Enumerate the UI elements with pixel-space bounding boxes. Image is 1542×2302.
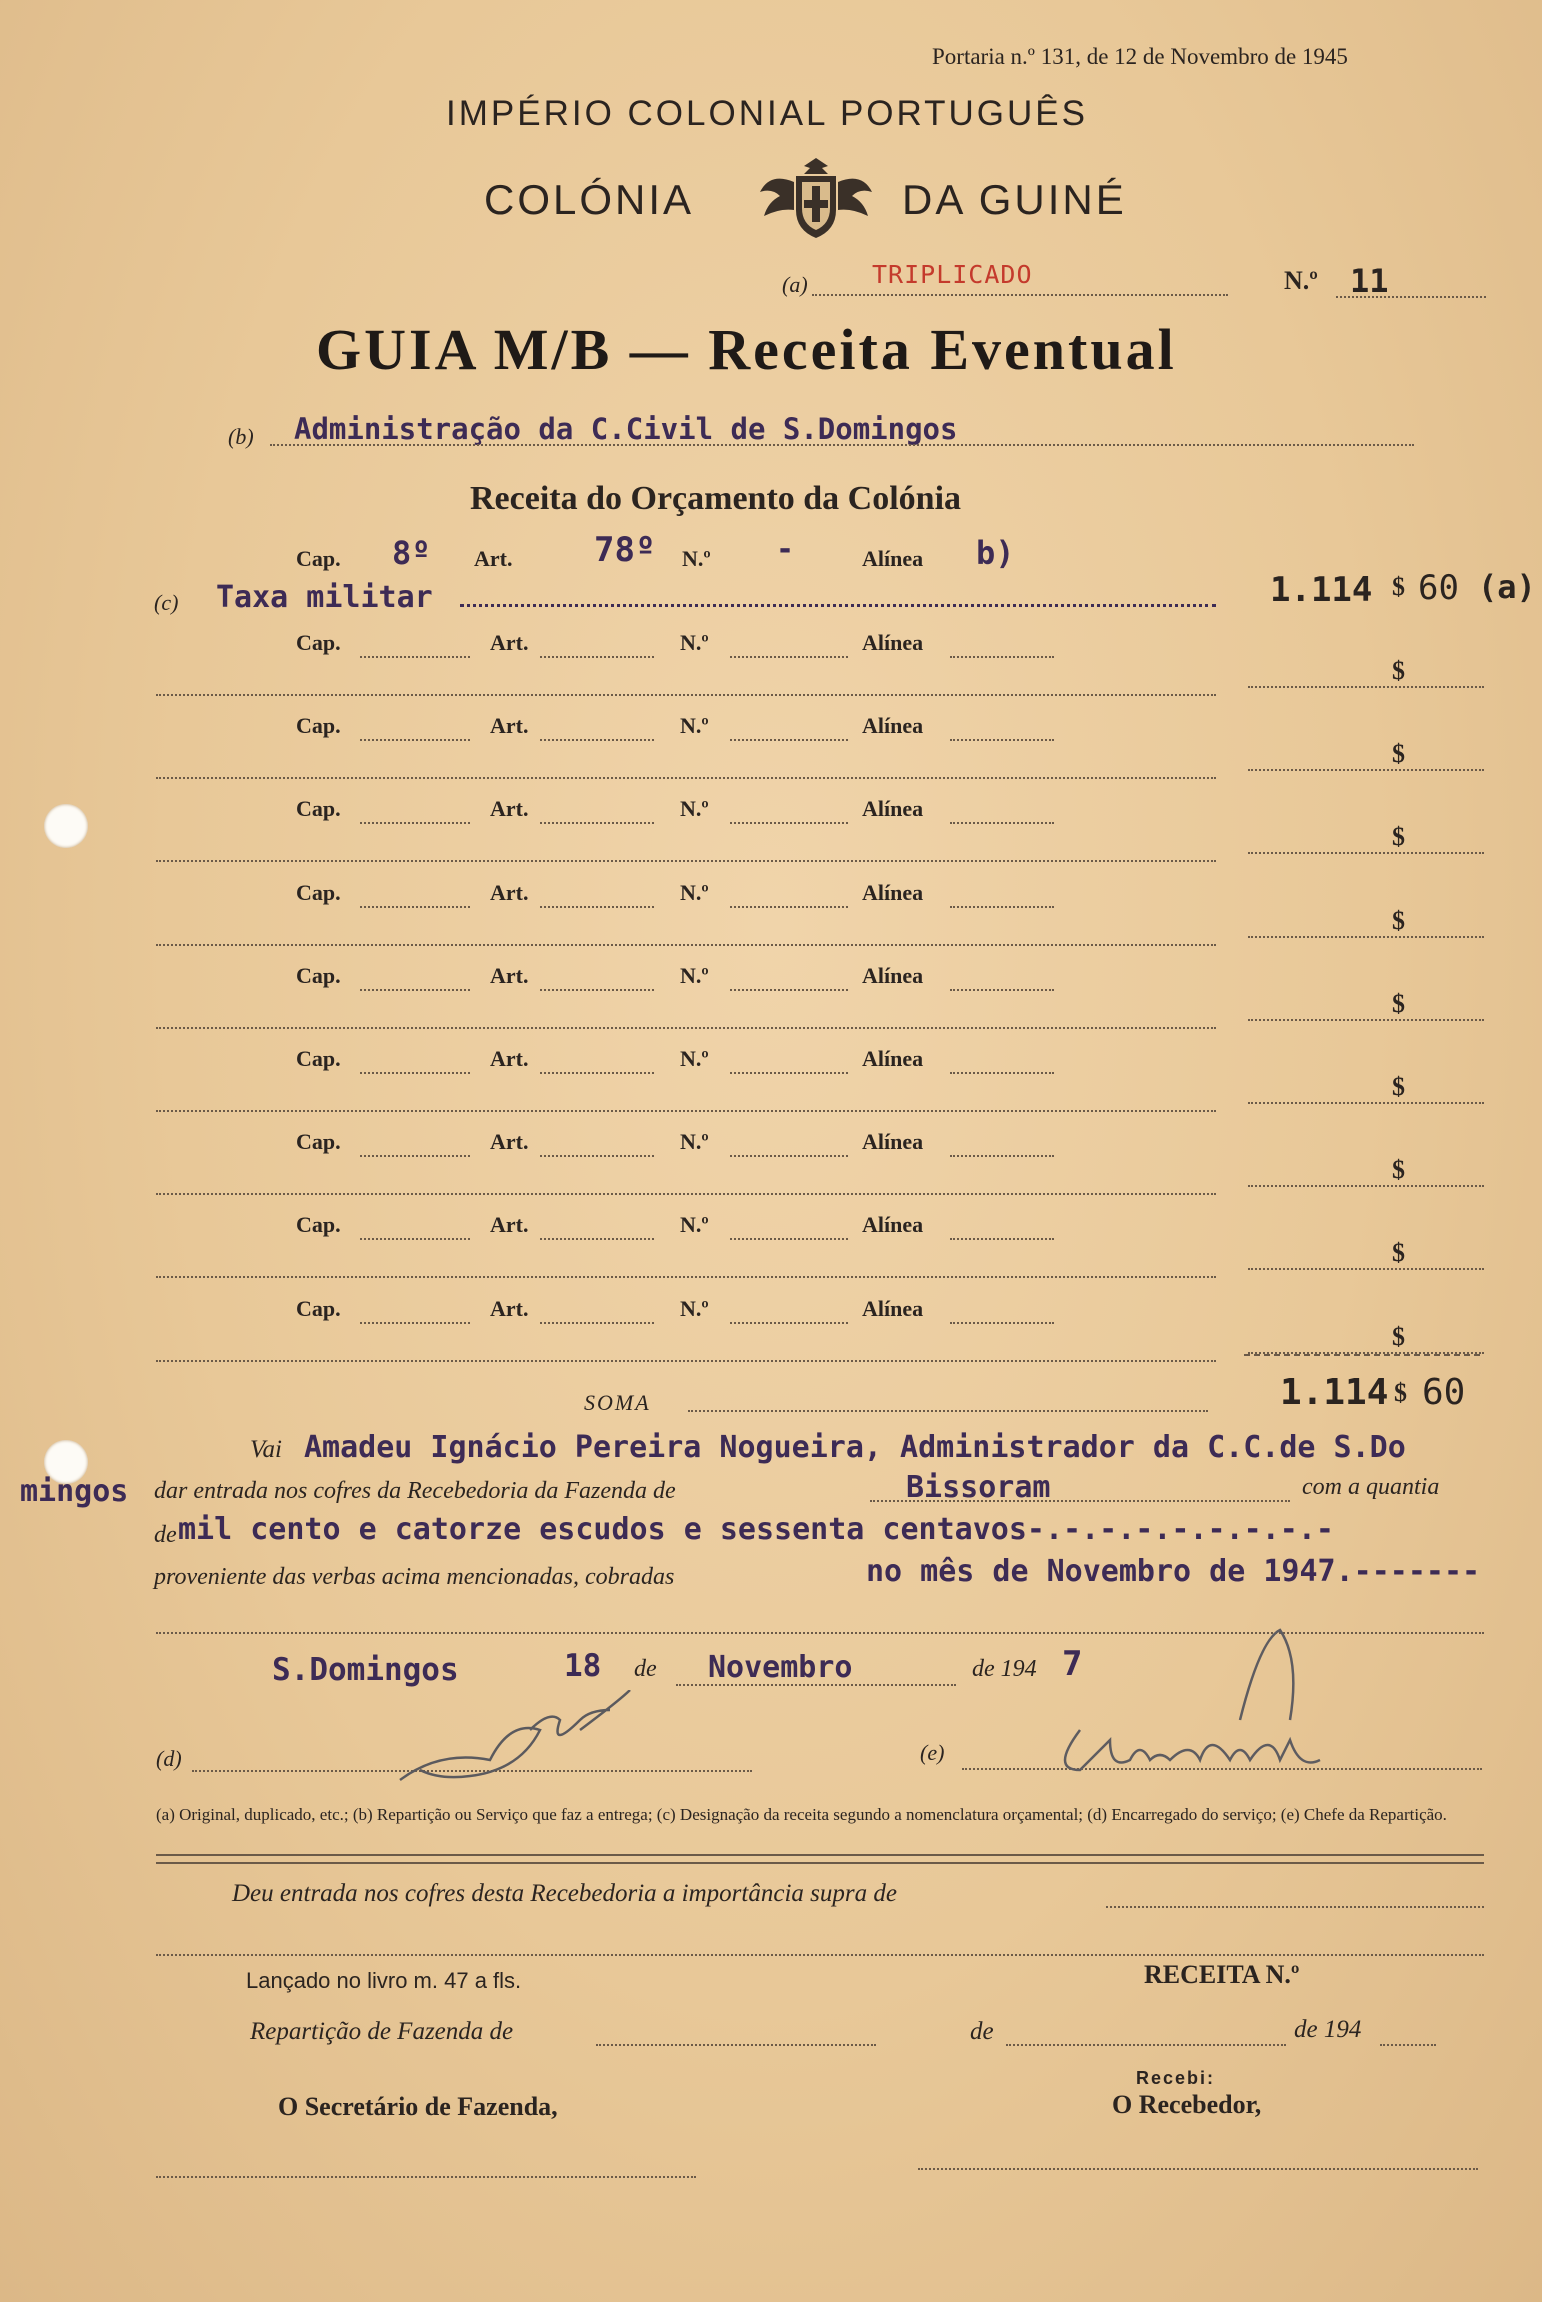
alinea-label: Alínea xyxy=(862,963,924,988)
alinea-label: Alínea xyxy=(862,1046,924,1071)
date-de-year: de 194 xyxy=(972,1656,1037,1682)
currency-sign: $ xyxy=(1392,1155,1405,1184)
soma-rule xyxy=(1244,1354,1480,1356)
field-dots xyxy=(730,656,848,658)
art-label: Art. xyxy=(490,630,529,655)
alinea-label: Alínea xyxy=(862,1296,924,1321)
field-dots xyxy=(360,656,470,658)
alinea-label: Alínea xyxy=(862,1212,924,1237)
first-amount-escudos: 1.114 xyxy=(1270,570,1373,610)
field-dots xyxy=(950,989,1054,991)
colony-name: DA GUINÉ xyxy=(902,176,1127,223)
field-dots xyxy=(540,822,654,824)
person-name-cont: mingos xyxy=(20,1474,129,1509)
cap-label: Cap. xyxy=(296,880,341,905)
currency-sign: $ xyxy=(1392,739,1405,768)
num-label: N.º xyxy=(680,1046,709,1071)
field-dots xyxy=(540,906,654,908)
receita-number-label: RECEITA N.º xyxy=(1144,1960,1300,1989)
field-dots xyxy=(360,1072,470,1074)
description-dots xyxy=(156,1193,1216,1195)
cap-value: 8º xyxy=(392,534,431,572)
entrada-text: dar entrada nos cofres da Recebedoria da Fazenda de xyxy=(154,1478,676,1504)
alinea-label: Alínea xyxy=(862,880,924,905)
coat-of-arms-icon xyxy=(756,152,876,244)
number-value: 11 xyxy=(1350,262,1389,300)
d-marker: (d) xyxy=(156,1746,182,1771)
de-prefix: de xyxy=(154,1522,177,1548)
date-month: Novembro xyxy=(708,1650,853,1685)
art-label: Art. xyxy=(490,963,529,988)
secretario-sign-dots xyxy=(156,2176,696,2178)
portaria-reference: Portaria n.º 131, de 12 de Novembro de 1945 xyxy=(932,44,1348,69)
description-dots xyxy=(156,1027,1216,1029)
soma-label: SOMA xyxy=(584,1390,651,1415)
num-label: N.º xyxy=(680,1296,709,1321)
cap-label: Cap. xyxy=(296,546,341,571)
num-label: N.º xyxy=(680,630,709,655)
reparticao-year: de 194 xyxy=(1294,2016,1362,2043)
quantia-text: com a quantia xyxy=(1302,1474,1440,1500)
num-label: N.º xyxy=(680,963,709,988)
cap-label: Cap. xyxy=(296,713,341,738)
date-de-1: de xyxy=(634,1656,657,1682)
art-label: Art. xyxy=(490,1296,529,1321)
amount-dots xyxy=(1248,1268,1484,1270)
field-dots xyxy=(360,1238,470,1240)
field-dots xyxy=(730,822,848,824)
num-label: N.º xyxy=(682,546,711,571)
field-dots xyxy=(360,1322,470,1324)
recebi-label: Recebi: xyxy=(1136,2068,1216,2088)
art-label: Art. xyxy=(474,546,513,571)
amount-dots xyxy=(1248,1019,1484,1021)
description-dots xyxy=(156,1276,1216,1278)
field-dots xyxy=(730,1322,848,1324)
description-dots xyxy=(156,694,1216,696)
currency-sign: $ xyxy=(1392,906,1405,935)
currency-sign: $ xyxy=(1392,989,1405,1018)
alinea-label: Alínea xyxy=(862,713,924,738)
office-dots xyxy=(270,444,1414,446)
field-dots xyxy=(950,1322,1054,1324)
field-dots xyxy=(360,989,470,991)
deu-entrada-dots xyxy=(1106,1906,1484,1908)
alinea-label: Alínea xyxy=(862,546,924,571)
b-marker: (b) xyxy=(228,424,254,449)
alinea-label: Alínea xyxy=(862,796,924,821)
currency-sign: $ xyxy=(1392,1322,1405,1351)
field-dots xyxy=(950,906,1054,908)
soma-centavos: 60 xyxy=(1422,1372,1466,1413)
revenue-description: Taxa militar xyxy=(216,580,433,615)
cap-label: Cap. xyxy=(296,630,341,655)
num-label: N.º xyxy=(680,796,709,821)
vai-word: Vai xyxy=(250,1436,282,1463)
copy-type-stamp: TRIPLICADO xyxy=(872,260,1033,289)
field-dots xyxy=(360,739,470,741)
amount-dots xyxy=(1248,769,1484,771)
footnote: (a) Original, duplicado, etc.; (b) Repartição ou Serviço que faz a entrega; (c) Designação da receita segundo a nomenclatura orçamental; (d) Encarregado do serviço; (e) Chefe da Repartição. xyxy=(156,1805,1447,1824)
date-year-digit: 7 xyxy=(1062,1644,1083,1684)
amount-dots xyxy=(1248,1185,1484,1187)
e-marker: (e) xyxy=(920,1740,945,1765)
recebedor-sign-dots xyxy=(918,2168,1478,2170)
currency-sign: $ xyxy=(1392,822,1405,851)
first-amount-centavos: 60 xyxy=(1418,568,1459,608)
recebedor-label: O Recebedor, xyxy=(1112,2090,1262,2119)
art-label: Art. xyxy=(490,1212,529,1237)
form-title: GUIA M/B — Receita Eventual xyxy=(316,317,1177,382)
art-value: 78º xyxy=(594,530,656,570)
currency-sign: $ xyxy=(1392,1072,1405,1101)
number-dots xyxy=(1336,296,1486,298)
field-dots xyxy=(950,1155,1054,1157)
field-dots xyxy=(950,656,1054,658)
field-dots xyxy=(360,1155,470,1157)
description-dots xyxy=(156,944,1216,946)
art-label: Art. xyxy=(490,880,529,905)
chief-signature xyxy=(1040,1620,1360,1790)
description-dots xyxy=(156,1360,1216,1362)
field-dots xyxy=(540,1238,654,1240)
alinea-value: b) xyxy=(976,534,1015,572)
num-label: N.º xyxy=(680,1212,709,1237)
cap-label: Cap. xyxy=(296,1212,341,1237)
field-dots xyxy=(950,822,1054,824)
person-name: Amadeu Ignácio Pereira Nogueira, Administrador da C.C.de S.Do xyxy=(304,1430,1406,1465)
month-dots xyxy=(676,1684,956,1686)
amount-dots xyxy=(1248,1102,1484,1104)
soma-dots xyxy=(688,1410,1208,1412)
description-dots xyxy=(156,860,1216,862)
colony-word: COLÓNIA xyxy=(484,176,695,223)
clerk-signature xyxy=(380,1690,640,1800)
soma-escudos: 1.114 xyxy=(1280,1372,1389,1413)
currency-sign: $ xyxy=(1392,656,1405,685)
period-text: no mês de Novembro de 1947.------- xyxy=(866,1554,1481,1589)
fazenda-place: Bissoram xyxy=(906,1470,1051,1505)
cap-label: Cap. xyxy=(296,796,341,821)
field-dots xyxy=(540,1155,654,1157)
amount-dots xyxy=(1248,686,1484,688)
punch-hole xyxy=(44,804,88,848)
cap-label: Cap. xyxy=(296,1046,341,1071)
reparticao-text: Repartição de Fazenda de xyxy=(250,2018,514,2045)
copy-marker: (a) xyxy=(782,272,808,297)
proveniente-text: proveniente das verbas acima mencionadas, cobradas xyxy=(154,1564,675,1590)
field-dots xyxy=(950,739,1054,741)
field-dots xyxy=(730,989,848,991)
date-day: 18 xyxy=(564,1648,602,1684)
place-of-issue: S.Domingos xyxy=(272,1652,459,1688)
description-dots xyxy=(156,1110,1216,1112)
double-rule-top xyxy=(156,1854,1484,1856)
cap-label: Cap. xyxy=(296,963,341,988)
num-label: N.º xyxy=(680,880,709,905)
num-value: - xyxy=(776,532,795,567)
reparticao-year-dots xyxy=(1380,2044,1436,2046)
field-dots xyxy=(730,739,848,741)
field-dots xyxy=(540,1072,654,1074)
alinea-label: Alínea xyxy=(862,630,924,655)
cap-label: Cap. xyxy=(296,1296,341,1321)
num-label: N.º xyxy=(680,713,709,738)
deu-entrada-dots-2 xyxy=(156,1954,1484,1956)
fazenda-dots xyxy=(870,1500,1290,1502)
reparticao-de: de xyxy=(970,2018,994,2045)
field-dots xyxy=(540,656,654,658)
field-dots xyxy=(730,1155,848,1157)
c-marker: (c) xyxy=(154,590,179,615)
field-dots xyxy=(950,1072,1054,1074)
first-amount-note: (a) xyxy=(1478,568,1536,606)
first-currency-sign: $ xyxy=(1392,572,1405,601)
empire-heading: IMPÉRIO COLONIAL PORTUGUÊS xyxy=(446,94,1088,133)
reparticao-dots xyxy=(596,2044,876,2046)
receita-subtitle: Receita do Orçamento da Colónia xyxy=(470,480,962,517)
copy-dots xyxy=(812,294,1228,296)
soma-currency-sign: $ xyxy=(1394,1378,1407,1407)
field-dots xyxy=(540,1322,654,1324)
amount-dots xyxy=(1248,852,1484,854)
num-label: N.º xyxy=(680,1129,709,1154)
field-dots xyxy=(360,822,470,824)
deu-entrada-text: Deu entrada nos cofres desta Recebedoria a importância supra de xyxy=(232,1880,897,1907)
amount-in-words: mil cento e catorze escudos e sessenta centavos-.-.-.-.-.-.-.-.- xyxy=(178,1512,1334,1547)
field-dots xyxy=(950,1238,1054,1240)
amount-dots xyxy=(1248,936,1484,938)
cap-label: Cap. xyxy=(296,1129,341,1154)
alinea-label: Alínea xyxy=(862,1129,924,1154)
description-dots xyxy=(156,777,1216,779)
double-rule-bottom xyxy=(156,1862,1484,1864)
field-dots xyxy=(730,1072,848,1074)
reparticao-month-dots xyxy=(1006,2044,1286,2046)
art-label: Art. xyxy=(490,1129,529,1154)
number-label: N.º xyxy=(1284,266,1318,295)
secretario-label: O Secretário de Fazenda, xyxy=(278,2092,558,2121)
field-dots xyxy=(730,1238,848,1240)
description-dots xyxy=(460,604,1216,607)
art-label: Art. xyxy=(490,796,529,821)
office-name: Administração da C.Civil de S.Domingos xyxy=(294,412,958,446)
field-dots xyxy=(540,989,654,991)
field-dots xyxy=(730,906,848,908)
field-dots xyxy=(540,739,654,741)
art-label: Art. xyxy=(490,1046,529,1071)
field-dots xyxy=(360,906,470,908)
currency-sign: $ xyxy=(1392,1238,1405,1267)
lancado-text: Lançado no livro m. 47 a fls. xyxy=(246,1968,522,1993)
art-label: Art. xyxy=(490,713,529,738)
